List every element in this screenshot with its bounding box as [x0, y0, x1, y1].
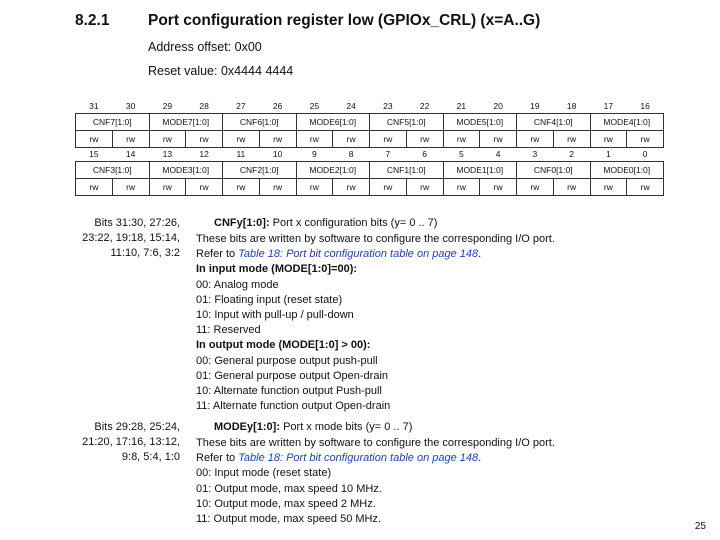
access-type: rw — [259, 131, 296, 148]
register-field: MODE7[1:0] — [149, 114, 223, 131]
bit-number: 13 — [162, 149, 173, 159]
bit-number: 1 — [606, 149, 611, 159]
refer-suffix: . — [478, 248, 482, 261]
bit-number: 8 — [348, 149, 354, 159]
bits-line: 9:8, 5:4, 1:0 — [121, 451, 180, 464]
list-item: 10: Alternate function output Push-pull — [196, 384, 382, 397]
bit-number: 10 — [272, 149, 283, 159]
register-field: MODE1[1:0] — [443, 162, 517, 179]
bits-line: 11:10, 7:6, 3:2 — [110, 247, 180, 260]
register-field: MODE4[1:0] — [590, 114, 664, 131]
bit-number: 7 — [385, 149, 391, 159]
access-type: rw — [112, 179, 149, 196]
description-line: These bits are written by software to configure the corresponding I/O port. — [196, 233, 555, 245]
bit-number: 21 — [456, 101, 467, 111]
register-field: CNF2[1:0] — [223, 162, 297, 179]
register-field: CNF6[1:0] — [223, 114, 297, 131]
list-item: 00: General purpose output push-pull — [196, 354, 378, 367]
bit-number: 4 — [495, 149, 501, 159]
bits-line: 21:20, 17:16, 13:12, — [82, 436, 180, 449]
table-reference-link[interactable]: Table 18: Port bit configuration table on page 148 — [238, 248, 479, 261]
register-table-high — [75, 100, 664, 148]
mode-bits-label — [75, 420, 180, 466]
bit-number: 0 — [642, 149, 648, 159]
register-field: CNF4[1:0] — [517, 114, 591, 131]
register-field: CNF7[1:0] — [76, 114, 150, 131]
bit-number: 24 — [346, 101, 356, 111]
field-text: Port x mode bits (y= 0 .. 7) — [280, 421, 413, 433]
table-reference-link[interactable]: Table 18: Port bit configuration table on page 148 — [238, 452, 479, 465]
register-table-low — [75, 148, 664, 196]
register-field: CNF5[1:0] — [370, 114, 444, 131]
access-type: rw — [590, 131, 627, 148]
bit-number: 19 — [530, 101, 540, 111]
list-item: 01: General purpose output Open-drain — [196, 369, 389, 382]
reset-value: Reset value: 0x4444 4444 — [148, 64, 294, 78]
bit-number: 6 — [422, 149, 427, 159]
access-row — [76, 131, 664, 148]
access-type: rw — [627, 131, 664, 148]
list-item: 11: Alternate function output Open-drain — [196, 400, 391, 413]
field-name: MODEy[1:0]: — [214, 421, 281, 433]
access-type: rw — [296, 179, 333, 196]
register-field: MODE5[1:0] — [443, 114, 517, 131]
refer-suffix: . — [478, 452, 482, 465]
bit-number: 14 — [125, 149, 136, 159]
bits-line: Bits 29:28, 25:24, — [94, 421, 180, 433]
refer-prefix: Refer to — [196, 452, 239, 465]
refer-line — [196, 247, 555, 262]
register-field: MODE3[1:0] — [149, 162, 223, 179]
bit-number: 20 — [493, 101, 503, 111]
cnf-body — [196, 232, 555, 414]
bit-number: 9 — [312, 149, 317, 159]
register-field: MODE6[1:0] — [296, 114, 370, 131]
access-type: rw — [186, 131, 223, 148]
list-item: 01: Floating input (reset state) — [196, 293, 343, 306]
access-type: rw — [406, 179, 443, 196]
access-type: rw — [443, 131, 480, 148]
access-type: rw — [627, 179, 664, 196]
access-type: rw — [76, 131, 113, 148]
access-type: rw — [223, 179, 260, 196]
access-type: rw — [259, 179, 296, 196]
bit-number: 16 — [640, 101, 650, 111]
description-line: These bits are written by software to configure the corresponding I/O port. — [196, 437, 555, 449]
register-field: CNF0[1:0] — [517, 162, 591, 179]
access-type: rw — [333, 179, 370, 196]
cnf-bits-label — [75, 216, 180, 262]
bit-number: 26 — [272, 101, 283, 111]
address-offset: Address offset: 0x00 — [148, 40, 262, 54]
field-name: CNFy[1:0]: — [214, 217, 270, 229]
register-field: MODE0[1:0] — [590, 162, 664, 179]
access-type: rw — [517, 179, 554, 196]
cnf-field-title — [214, 216, 437, 231]
register-field: CNF1[1:0] — [370, 162, 444, 179]
bit-number: 22 — [419, 101, 430, 111]
register-field: CNF3[1:0] — [76, 162, 150, 179]
bit-number: 18 — [566, 101, 577, 111]
access-type: rw — [370, 179, 407, 196]
access-type: rw — [517, 131, 554, 148]
section-number: 8.2.1 — [75, 12, 110, 29]
bit-number: 31 — [89, 101, 99, 111]
bits-line: Bits 31:30, 27:26, — [94, 217, 180, 229]
access-type: rw — [296, 131, 333, 148]
field-row — [76, 114, 664, 131]
access-type: rw — [333, 131, 370, 148]
refer-line — [196, 451, 555, 466]
list-item: 01: Output mode, max speed 10 MHz. — [196, 482, 382, 495]
bit-number-row — [76, 100, 664, 114]
bit-number: 15 — [89, 149, 99, 159]
bit-number: 12 — [199, 149, 209, 159]
access-row — [76, 179, 664, 196]
access-type: rw — [590, 179, 627, 196]
section-title: Port configuration register low (GPIOx_CRL) (x=A..G) — [148, 12, 541, 29]
register-field: MODE2[1:0] — [296, 162, 370, 179]
bit-number: 30 — [125, 101, 136, 111]
mode-body — [196, 436, 555, 527]
output-mode-heading: In output mode (MODE[1:0] > 00): — [196, 339, 371, 352]
list-item: 11: Output mode, max speed 50 MHz. — [196, 512, 382, 525]
access-type: rw — [223, 131, 260, 148]
list-item: 10: Input with pull-up / pull-down — [196, 308, 354, 321]
access-type: rw — [186, 179, 223, 196]
bit-number: 28 — [199, 101, 209, 111]
bit-number: 3 — [532, 149, 538, 159]
bit-number: 27 — [236, 101, 246, 111]
access-type: rw — [480, 179, 517, 196]
field-text: Port x configuration bits (y= 0 .. 7) — [269, 217, 438, 229]
access-type: rw — [149, 131, 186, 148]
access-type: rw — [112, 131, 149, 148]
input-mode-heading: In input mode (MODE[1:0]=00): — [196, 263, 358, 276]
bit-number: 23 — [383, 101, 393, 111]
mode-field-title — [214, 420, 412, 435]
access-type: rw — [480, 131, 517, 148]
section-heading — [75, 12, 540, 30]
access-type: rw — [553, 179, 590, 196]
access-type: rw — [443, 179, 480, 196]
access-type: rw — [149, 179, 186, 196]
bit-number: 29 — [162, 101, 173, 111]
bit-number: 2 — [569, 149, 574, 159]
list-item: 00: Input mode (reset state) — [196, 467, 332, 480]
access-type: rw — [406, 131, 443, 148]
refer-prefix: Refer to — [196, 248, 239, 261]
access-type: rw — [370, 131, 407, 148]
bit-number: 25 — [309, 101, 320, 111]
access-type: rw — [553, 131, 590, 148]
bits-line: 23:22, 19:18, 15:14, — [82, 232, 180, 245]
bit-number: 17 — [603, 101, 614, 111]
list-item: 00: Analog mode — [196, 278, 279, 291]
bit-number: 5 — [459, 149, 464, 159]
list-item: 10: Output mode, max speed 2 MHz. — [196, 497, 376, 510]
access-type: rw — [76, 179, 113, 196]
bit-number: 11 — [236, 149, 246, 159]
field-row — [76, 162, 664, 179]
bit-number-row — [76, 148, 664, 162]
list-item: 11: Reserved — [196, 324, 261, 337]
page-number: 25 — [694, 521, 706, 532]
